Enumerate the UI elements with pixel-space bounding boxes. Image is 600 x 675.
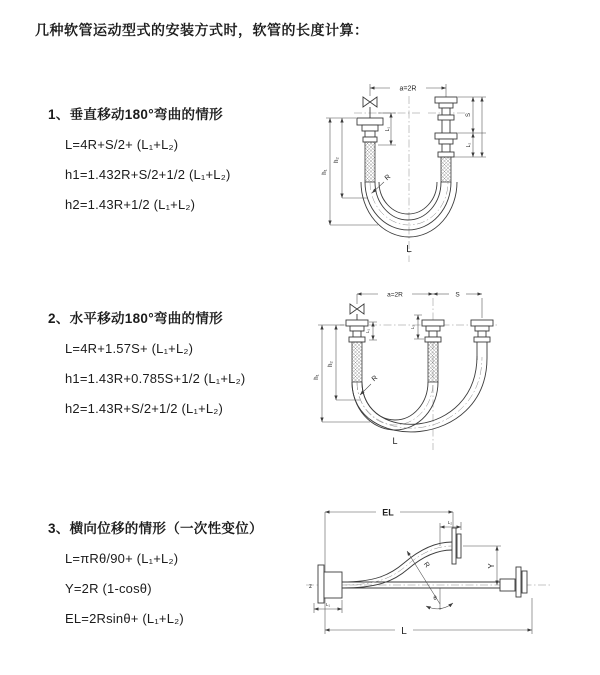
middle-fitting <box>422 320 444 342</box>
right-fitting <box>500 567 527 597</box>
length-label: L <box>406 244 412 255</box>
section-heading: 1、垂直移动180°弯曲的情形 <box>48 107 223 122</box>
valve-icon <box>363 97 377 118</box>
section-heading: 2、水平移动180°弯曲的情形 <box>48 311 223 326</box>
dim-label-l1: L₁ <box>365 328 370 334</box>
dim-label-h2: h₂ <box>334 157 340 163</box>
dimension-a2r <box>357 292 482 319</box>
hose-braid-left <box>365 142 375 182</box>
diagram-vertical-180 <box>308 70 548 265</box>
section-vertical-180 <box>48 106 231 226</box>
dim-label-l2: L₂ <box>447 520 453 525</box>
diagram-lateral-displacement <box>300 502 600 647</box>
formula-line: EL=2Rsinθ+ (L₁+L₂) <box>65 611 184 626</box>
dim-label-h1: h₁ <box>322 169 328 175</box>
formula-line: h1=1.432R+S/2+1/2 (L₁+L₂) <box>65 167 231 182</box>
page-title: 几种软管运动型式的安装方式时，软管的长度计算： <box>35 22 369 38</box>
radius-leader <box>360 375 379 395</box>
formula-line: L=4R+S/2+ (L₁+L₂) <box>65 137 179 152</box>
dimension-s <box>433 292 482 299</box>
hose-braid-right <box>441 157 451 182</box>
right-fitting-upper <box>435 97 457 133</box>
section-horizontal-180 <box>48 310 245 430</box>
length-label: L <box>401 626 407 637</box>
hose-u-bend-displaced <box>352 356 487 432</box>
dimension-y <box>463 546 501 585</box>
upper-flange <box>452 528 461 564</box>
dimension-l2 <box>466 97 482 157</box>
left-fitting <box>318 565 342 603</box>
left-fitting <box>357 118 383 142</box>
dim-label-l2: L₂ <box>466 142 472 148</box>
dim-label-s: S <box>466 112 472 118</box>
diagram-horizontal-180 <box>310 282 600 452</box>
right-fitting-lower <box>435 133 457 157</box>
hose-s-curve <box>342 542 452 588</box>
formula-line: h2=1.43R+1/2 (L₁+L₂) <box>65 197 196 212</box>
dim-label-el: EL <box>382 507 394 518</box>
radius-label: R <box>421 561 431 570</box>
dim-label-h2: h₂ <box>328 361 334 367</box>
valve-icon <box>350 304 364 320</box>
dim-label-l1: L₁ <box>325 602 331 607</box>
section-lateral-displacement <box>48 520 263 640</box>
radius-label: R <box>383 173 393 183</box>
radius-label: R <box>370 374 380 384</box>
hose-braid-left <box>352 342 362 382</box>
formula-line: L=4R+1.57S+ (L₁+L₂) <box>65 341 194 356</box>
section-heading: 3、横向位移的情形（一次性变位） <box>48 521 263 536</box>
dimension-a2r <box>370 84 446 97</box>
dimension-l <box>325 598 532 637</box>
angle-theta <box>426 588 453 610</box>
formula-line: h1=1.43R+0.785S+1/2 (L₁+L₂) <box>65 371 246 386</box>
angle-label: θ <box>433 596 437 602</box>
dim-label-s: S <box>455 291 460 299</box>
dimension-l2 <box>410 315 424 339</box>
dim-label-a2r: a=2R <box>387 291 403 299</box>
dim-label-l1: L₁ <box>385 126 391 132</box>
hose-braid-middle <box>428 342 438 382</box>
dimension-el <box>325 508 453 635</box>
datum-label: z <box>309 584 312 590</box>
dim-label-h1: h₁ <box>314 374 320 380</box>
dim-label-a2r: a=2R <box>399 85 417 93</box>
formula-line: L=πRθ/90+ (L₁+L₂) <box>65 551 179 566</box>
formula-line: Y=2R (1-cosθ) <box>65 581 152 596</box>
dim-label-y: Y <box>487 563 496 569</box>
formula-line: h2=1.43R+S/2+1/2 (L₁+L₂) <box>65 401 224 416</box>
right-fitting <box>471 320 493 342</box>
dim-label-l2: L₂ <box>410 324 415 330</box>
length-label: L <box>392 436 398 446</box>
